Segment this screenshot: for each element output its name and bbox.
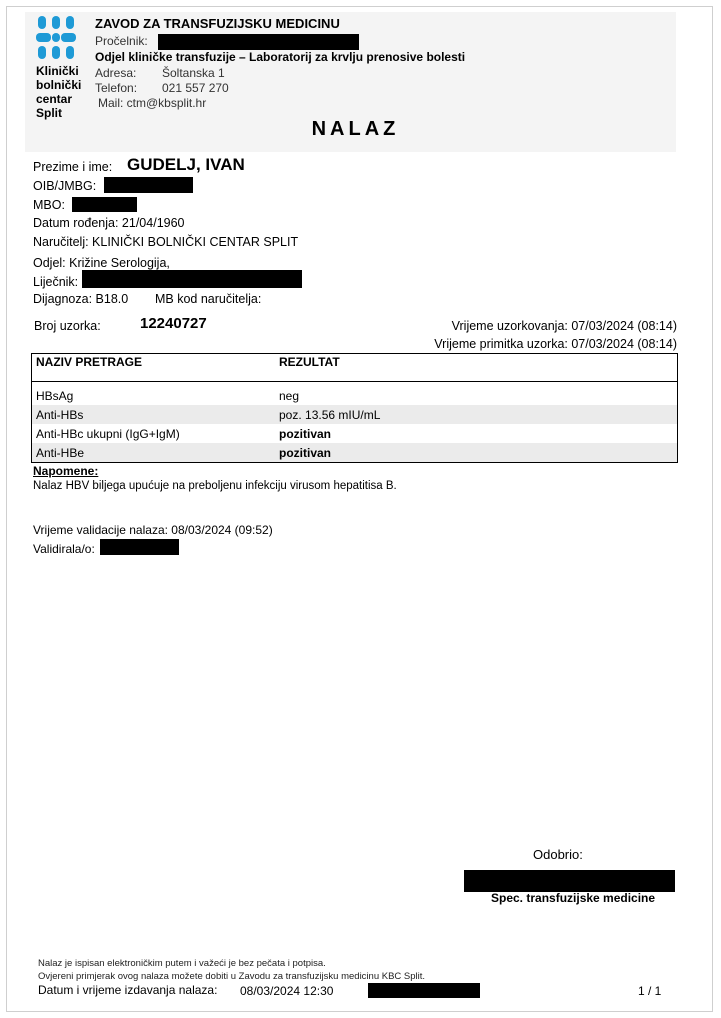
page-number: 1 / 1: [638, 984, 662, 998]
test-result: poz. 13.56 mIU/mL: [275, 405, 678, 424]
mbo-label: MBO:: [33, 198, 65, 212]
collection-time: Vrijeme uzorkovanja: 07/03/2024 (08:14): [451, 319, 677, 333]
document-title: NALAZ: [311, 118, 400, 140]
table-row: [32, 443, 678, 463]
footer-note-2: Ovjereni primjerak ovog nalaza možete dobiti u Zavodu za transfuzijsku medicinu KBC Split.: [38, 971, 426, 982]
col-test-header: NAZIV PRETRAGE: [32, 354, 276, 382]
department-name: Odjel kliničke transfuzije – Laboratorij za krvlju prenosive bolesti: [95, 50, 466, 64]
results-table: [31, 353, 678, 463]
address-value: Šoltanska 1: [162, 66, 225, 80]
footer-note-1: Nalaz je ispisan elektroničkim putem i važeći je bez pečata i potpisa.: [38, 958, 326, 969]
logo-text-line: Split: [36, 106, 62, 120]
table-row: [32, 405, 678, 424]
page-border: [6, 6, 713, 1012]
table-row: [32, 386, 678, 405]
redacted-approver: [464, 870, 675, 892]
orderer: Naručitelj: KLINIČKI BOLNIČKI CENTAR SPLIT: [33, 235, 299, 249]
diagnosis: Dijagnoza: B18.0: [33, 292, 129, 306]
validation-time: Vrijeme validacije nalaza: 08/03/2024 (09:52): [33, 523, 273, 537]
phone-value: 021 557 270: [162, 81, 229, 95]
phone-label: Telefon:: [95, 81, 138, 95]
results-header-row: [32, 354, 678, 382]
hospital-logo-icon: [36, 16, 78, 62]
approver-specialty: Spec. transfuzijske medicine: [491, 891, 656, 905]
validated-by-label: Validirala/o:: [33, 542, 95, 556]
col-result-header: REZULTAT: [275, 354, 678, 382]
institution-name: ZAVOD ZA TRANSFUZIJSKU MEDICINU: [95, 16, 340, 31]
test-name: Anti-HBc ukupni (IgG+IgM): [32, 424, 276, 443]
patient-name: GUDELJ, IVAN: [127, 155, 245, 174]
test-result: pozitivan: [275, 443, 678, 463]
test-name: HBsAg: [32, 386, 276, 405]
name-label: Prezime i ime:: [33, 160, 113, 174]
hospital-logo-text: [36, 64, 81, 120]
test-name: Anti-HBs: [32, 405, 276, 424]
ward: Odjel: Križine Serologija,: [33, 256, 170, 270]
notes-text: Nalaz HBV biljega upućuje na preboljenu infekciju virusom hepatitisa B.: [33, 480, 397, 492]
oib-label: OIB/JMBG:: [33, 179, 97, 193]
issued-value: 08/03/2024 12:30: [240, 984, 334, 998]
logo-text-line: bolnički: [36, 78, 82, 92]
sample-number-label: Broj uzorka:: [34, 319, 101, 333]
notes-label: Napomene:: [33, 464, 99, 478]
redacted-head-name: [158, 34, 359, 50]
approved-by-label: Odobrio:: [533, 847, 583, 862]
redacted-issuer: [368, 983, 480, 998]
address-label: Adresa:: [95, 66, 137, 80]
mail-line: Mail: ctm@kbsplit.hr: [98, 96, 207, 110]
logo-text-line: Klinički: [36, 64, 79, 78]
logo-text-line: centar: [36, 92, 73, 106]
redacted-mbo: [72, 197, 137, 212]
issued-label: Datum i vrijeme izdavanja nalaza:: [38, 983, 218, 997]
table-row: [32, 424, 678, 443]
sample-number: 12240727: [140, 315, 207, 332]
redacted-oib: [104, 177, 193, 193]
test-name: Anti-HBe: [32, 443, 276, 463]
redacted-validator: [100, 539, 179, 555]
date-of-birth: Datum rođenja: 21/04/1960: [33, 216, 185, 230]
test-result: neg: [275, 386, 678, 405]
doctor-label: Liječnik:: [33, 275, 79, 289]
redacted-doctor: [82, 270, 302, 288]
head-label: Pročelnik:: [95, 34, 148, 48]
mb-orderer-label: MB kod naručitelja:: [155, 292, 262, 306]
test-result: pozitivan: [275, 424, 678, 443]
receipt-time: Vrijeme primitka uzorka: 07/03/2024 (08:14): [434, 337, 677, 351]
